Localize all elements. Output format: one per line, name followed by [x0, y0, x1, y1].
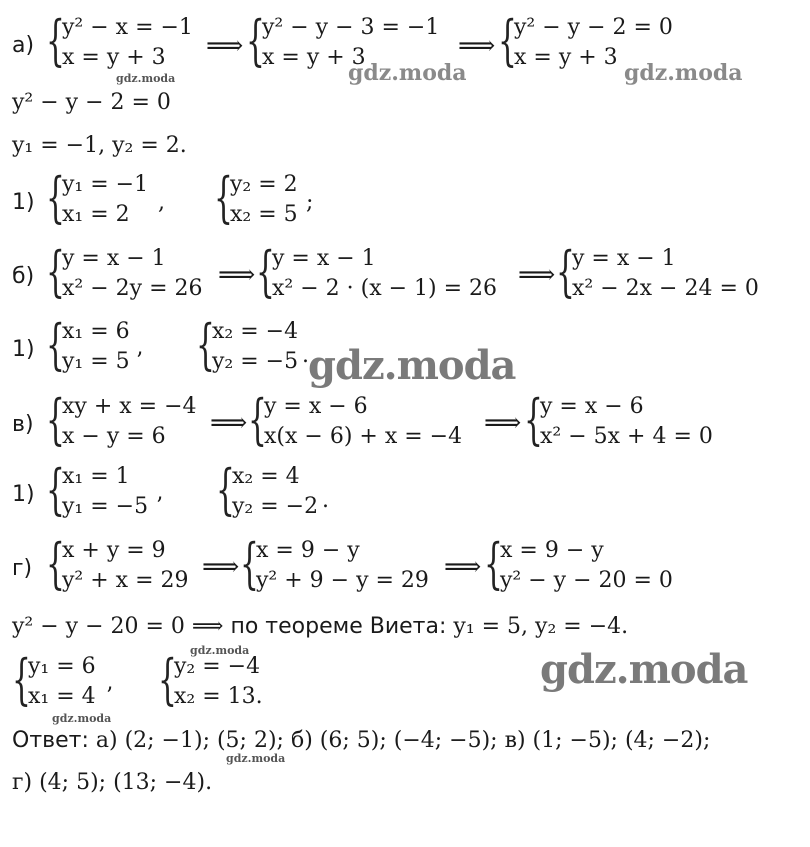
- equation: x² − 2y = 26: [62, 276, 203, 301]
- equation: xy + x = −4: [62, 394, 197, 419]
- equation: x₁ = 6: [62, 319, 130, 344]
- equation: x = y + 3: [62, 45, 166, 70]
- separator: ;: [306, 190, 314, 215]
- brace-icon: {: [46, 313, 65, 376]
- watermark: gdz.moda: [308, 342, 516, 389]
- separator: ’: [136, 349, 143, 374]
- watermark: gdz.moda: [348, 60, 467, 86]
- equation: x² − 2x − 24 = 0: [572, 276, 759, 301]
- brace-icon: {: [158, 648, 177, 711]
- equation: y₂ = −4: [174, 654, 261, 679]
- equation: y = x − 6: [540, 394, 644, 419]
- implies-arrow: ⟹: [210, 408, 248, 438]
- brace-icon: {: [484, 532, 503, 595]
- vieta-text: по теореме Виета:: [230, 614, 447, 639]
- equation: x² − 5x + 4 = 0: [540, 424, 713, 449]
- equation: y₁ = 5: [62, 349, 130, 374]
- implies-arrow: ⟹: [218, 260, 256, 290]
- brace-icon: {: [46, 532, 65, 595]
- equation: x² − 2 · (x − 1) = 26: [272, 276, 498, 301]
- brace-icon: {: [46, 458, 65, 521]
- equation: y² − x = −1: [62, 15, 193, 40]
- equation: y² − y − 3 = −1: [262, 15, 440, 40]
- equation: x = 9 − y: [256, 538, 360, 563]
- answer-text: а) (2; −1); (5; 2); б) (6; 5); (−4; −5); в) (1; −5); (4; −2);: [95, 728, 711, 753]
- part-v-case-label: 1): [12, 482, 35, 507]
- equation: y² + x = 29: [62, 568, 189, 593]
- brace-icon: {: [524, 388, 543, 451]
- part-v-label: в): [12, 412, 34, 437]
- equation: x − y = 6: [62, 424, 166, 449]
- equation: x₂ = 5: [230, 202, 298, 227]
- implies-arrow: ⟹: [518, 260, 556, 290]
- brace-icon: {: [248, 388, 267, 451]
- part-a-quadratic: y² − y − 2 = 0: [12, 90, 171, 115]
- equation: x + y = 9: [62, 538, 166, 563]
- equation: y = x − 6: [264, 394, 368, 419]
- separator: .: [322, 488, 329, 513]
- part-a-roots: y₁ = −1, y₂ = 2.: [12, 133, 187, 158]
- watermark: gdz.moda: [116, 72, 176, 85]
- answer-line-1: [12, 728, 710, 754]
- implies-arrow: ⟹: [484, 408, 522, 438]
- equation: y₁ = −1: [62, 172, 149, 197]
- separator: ,: [158, 190, 165, 215]
- separator: ’: [156, 494, 163, 519]
- part-b-case-label: 1): [12, 337, 35, 362]
- brace-icon: {: [196, 313, 215, 376]
- implies-arrow: ⟹: [444, 552, 482, 582]
- implies-arrow: ⟹: [458, 31, 496, 61]
- separator: ’: [106, 684, 113, 709]
- watermark: gdz.moda: [190, 644, 250, 657]
- part-b-label: б): [12, 264, 35, 289]
- brace-icon: {: [256, 240, 275, 303]
- equation: y₁ = −5: [62, 494, 149, 519]
- brace-icon: {: [246, 9, 265, 72]
- part-a-label: а): [12, 33, 35, 58]
- equation: x₂ = 4: [232, 464, 300, 489]
- watermark: gdz.moda: [540, 646, 748, 693]
- equation: y² − y − 20 = 0: [500, 568, 673, 593]
- brace-icon: {: [498, 9, 517, 72]
- brace-icon: {: [46, 9, 65, 72]
- watermark: gdz.moda: [624, 60, 743, 86]
- implies-arrow: ⟹: [206, 31, 244, 61]
- equation: y₂ = −2: [232, 494, 319, 519]
- equation: y² − y − 2 = 0: [514, 15, 673, 40]
- brace-icon: {: [46, 166, 65, 229]
- equation: x₁ = 4: [28, 684, 96, 709]
- part-a-case-label: 1): [12, 190, 35, 215]
- equation: x = y + 3: [262, 45, 366, 70]
- equation: x₁ = 2: [62, 202, 130, 227]
- answer-line-2: г) (4; 5); (13; −4).: [12, 770, 213, 795]
- part-g-label: г): [12, 556, 33, 581]
- brace-icon: {: [240, 532, 259, 595]
- equation: x₁ = 1: [62, 464, 130, 489]
- brace-icon: {: [556, 240, 575, 303]
- equation: y₁ = 6: [28, 654, 96, 679]
- brace-icon: {: [214, 166, 233, 229]
- brace-icon: {: [46, 388, 65, 451]
- equation: y = x − 1: [572, 246, 676, 271]
- vieta-roots: y₁ = 5, y₂ = −4.: [453, 614, 629, 639]
- part-g-vieta-line: [12, 614, 628, 640]
- vieta-equation: y² − y − 20 = 0 ⟹: [12, 614, 224, 639]
- equation: x(x − 6) + x = −4: [264, 424, 463, 449]
- equation: y = x − 1: [272, 246, 376, 271]
- equation: y = x − 1: [62, 246, 166, 271]
- equation: x = y + 3: [514, 45, 618, 70]
- separator: .: [302, 343, 309, 368]
- equation: y₂ = −5: [212, 349, 299, 374]
- equation: x₂ = 13.: [174, 684, 263, 709]
- brace-icon: {: [12, 648, 31, 711]
- implies-arrow: ⟹: [202, 552, 240, 582]
- brace-icon: {: [216, 458, 235, 521]
- watermark: gdz.moda: [226, 752, 286, 765]
- equation: y₂ = 2: [230, 172, 298, 197]
- watermark: gdz.moda: [52, 712, 112, 725]
- equation: y² + 9 − y = 29: [256, 568, 429, 593]
- answer-word: Ответ:: [12, 728, 89, 753]
- equation: x = 9 − y: [500, 538, 604, 563]
- equation: x₂ = −4: [212, 319, 299, 344]
- brace-icon: {: [46, 240, 65, 303]
